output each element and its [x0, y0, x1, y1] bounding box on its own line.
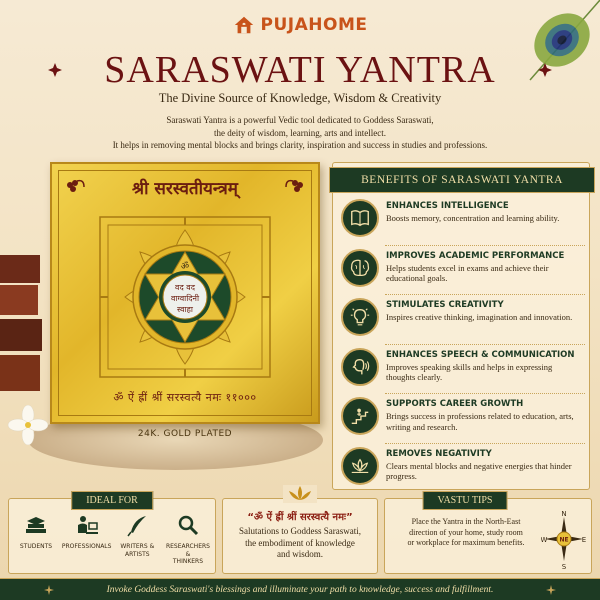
- yantra-center-line: स्वाहा: [177, 305, 193, 314]
- mantra-translation: [229, 526, 371, 561]
- ideal-label: WRITERS &: [120, 543, 155, 550]
- yantra-title: श्री सरस्वतीयन्त्रम्: [132, 179, 238, 199]
- benefit-item: [341, 348, 585, 398]
- mantra-translation-line: and wisdom.: [277, 549, 323, 559]
- lotus-icon: [341, 447, 379, 485]
- books-stack-icon: [23, 513, 49, 539]
- title-ornament-right-icon: [538, 63, 552, 77]
- ideal-label: RESEARCHERS &: [165, 543, 210, 558]
- benefit-item: [341, 397, 585, 447]
- ideal-label: STUDENTS: [19, 543, 53, 550]
- ideal-label: PROFESSIONALS: [61, 543, 112, 550]
- benefit-desc: Brings success in professions related to education, arts, writing and research.: [386, 411, 574, 432]
- jasmine-flower-icon: [6, 405, 50, 445]
- benefits-list: [341, 199, 585, 496]
- benefit-desc: Clears mental blocks and negative energies that hinder progress.: [386, 460, 572, 481]
- vastu-tips-box: [384, 495, 592, 574]
- yantra-bottom-mantra: ॐ ऐं ह्रीं श्रीं सरस्वत्यै नमः ११०००: [113, 391, 257, 404]
- intro-line: Saraswati Yantra is a powerful Vedic tool dedicated to Goddess Saraswati,: [166, 115, 434, 125]
- books-background-icon: [0, 245, 42, 395]
- page-title: SARASWATI YANTRA: [104, 49, 496, 91]
- ideal-label: THINKERS: [172, 558, 204, 565]
- benefit-title: SUPPORTS CAREER GROWTH: [386, 399, 524, 409]
- compass-icon: [541, 509, 587, 569]
- ideal-item-students: [11, 513, 61, 566]
- yantra-om: ॐ: [180, 262, 190, 272]
- benefit-title: REMOVES NEGATIVITY: [386, 448, 492, 459]
- benefit-title: IMPROVES ACADEMIC PERFORMANCE: [386, 250, 565, 261]
- career-steps-icon: [341, 397, 379, 435]
- yantra-center-line: वाग्वादिनी: [170, 294, 200, 303]
- footer-ornament-left-icon: [44, 585, 54, 595]
- mantra-translation-line: Salutations to Goddess Saraswati,: [239, 526, 361, 536]
- footer-ornament-right-icon: [546, 585, 556, 595]
- page-subtitle: The Divine Source of Knowledge, Wisdom & Creativity: [158, 91, 442, 105]
- mantra-line: “ॐ ऐं ह्रीं श्रीं सरस्वत्यै नमः”: [247, 512, 353, 523]
- compass-n: N: [561, 510, 567, 518]
- divider: [385, 393, 585, 394]
- intro-paragraph: [60, 114, 540, 152]
- vastu-line: Place the Yantra in the North-East: [411, 517, 521, 526]
- book-icon: [341, 199, 379, 237]
- quill-pen-icon: [124, 513, 150, 539]
- benefit-item: [341, 447, 585, 497]
- divider: [385, 294, 585, 295]
- ideal-item-writers: [112, 513, 162, 566]
- brain-icon: [341, 249, 379, 287]
- benefit-item: [341, 249, 585, 299]
- intro-line: It helps in removing mental blocks and brings clarity, inspiration and success in studies and professions.: [112, 140, 488, 150]
- speaking-head-icon: [341, 348, 379, 386]
- grapes-ornament-icon: [284, 177, 306, 197]
- yantra-diagram: [80, 212, 290, 382]
- benefit-item: [341, 199, 585, 249]
- yantra-plate: [50, 162, 320, 424]
- house-logo-icon: [233, 14, 255, 36]
- mantra-box: [222, 498, 378, 574]
- intro-line: the deity of wisdom, learning, arts and intellect.: [214, 127, 386, 138]
- footer-text: Invoke Goddess Saraswati's blessings and illuminate your path to knowledge, success and fulfillment.: [106, 584, 494, 595]
- divider: [385, 245, 585, 246]
- benefit-title: ENHANCES SPEECH & COMMUNICATION: [386, 349, 575, 360]
- footer-banner: [0, 578, 600, 600]
- benefit-desc: Improves speaking skills and helps in expressing thoughts clearly.: [386, 361, 553, 382]
- vastu-line: direction of your home, study room: [409, 527, 523, 537]
- benefit-desc: Boosts memory, concentration and learning ability.: [386, 213, 560, 223]
- ideal-for-box: [8, 495, 216, 574]
- compass-s: S: [561, 563, 567, 569]
- magnifier-icon: [175, 513, 201, 539]
- divider: [385, 344, 585, 345]
- mantra-translation-line: the embodiment of knowledge: [245, 537, 355, 548]
- gold-plated-label: 24K. GOLD PLATED: [137, 429, 233, 439]
- compass-center: NE: [559, 536, 569, 544]
- ideal-for-heading: IDEAL FOR: [71, 491, 153, 510]
- yantra-center-line: वद वद: [175, 283, 195, 292]
- benefit-item: [341, 298, 585, 348]
- benefit-desc: Helps students excel in exams and achieve their educational goals.: [386, 262, 549, 283]
- benefits-heading: BENEFITS OF SARASWATI YANTRA: [329, 167, 595, 193]
- lotus-ornament-icon: [283, 485, 317, 503]
- benefits-panel: [332, 162, 590, 490]
- benefit-title: STIMULATES CREATIVITY: [386, 300, 504, 310]
- professional-desk-icon: [74, 513, 100, 539]
- compass-w: W: [541, 536, 548, 544]
- compass-e: E: [581, 536, 587, 544]
- benefit-title: ENHANCES INTELLIGENCE: [386, 201, 509, 211]
- ideal-item-professionals: [62, 513, 112, 566]
- ideal-label: ARTISTS: [125, 550, 150, 558]
- vastu-line: or workplace for maximum benefits.: [407, 538, 525, 547]
- benefit-desc: Inspires creative thinking, imagination and innovation.: [386, 312, 573, 322]
- lightbulb-icon: [341, 298, 379, 336]
- vastu-text: [391, 517, 541, 549]
- vastu-heading: VASTU TIPS: [423, 491, 508, 510]
- divider: [385, 443, 585, 444]
- ideal-item-researchers: [163, 513, 213, 566]
- brand-name: PUJAHOME: [260, 15, 368, 35]
